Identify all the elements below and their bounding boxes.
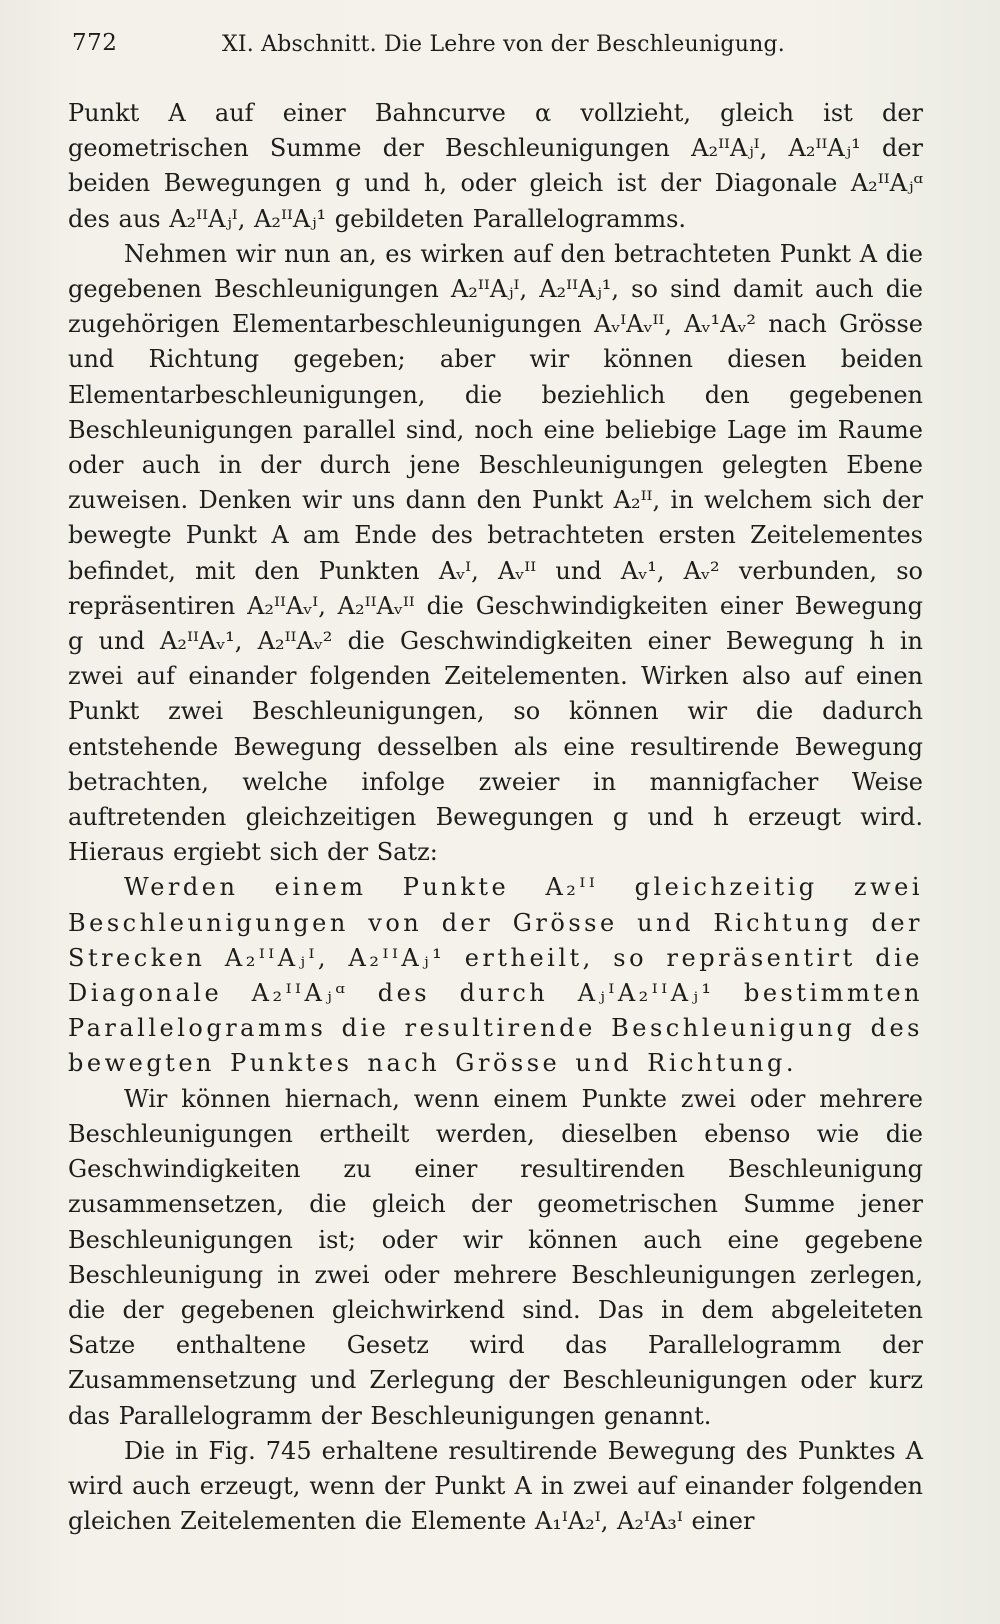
paragraph-4: Wir können hiernach, wenn einem Punkte zwei oder mehrere Beschleunigungen ertheilt werden, dieselben ebenso wie die Geschwindigkeiten zu einer resultirenden Beschleunigung zusammensetzen, die gleich der geometrischen Summe jener Beschleunigungen ist; oder wir können auch eine gegebene Beschleunigung in zwei oder mehrere Beschleunigungen zerlegen, die der gegebenen gleichwirkend sind. Das in dem abgeleiteten Satze enthaltene Gesetz wird das Parallelogramm der Zusammensetzung und Zerlegung der Beschleunigungen oder kurz das Parallelogramm der Beschleunigungen genannt. [68,1084,923,1430]
theorem-paragraph: Werden einem Punkte A₂ᴵᴵ gleichzeitig zwei Beschleunigungen von der Grösse und Richtung der Strecken A₂ᴵᴵAⱼᴵ, A₂ᴵᴵAⱼ¹ ertheilt, so repräsentirt die Diagonale A₂ᴵᴵAⱼᵅ des durch AⱼᴵA₂ᴵᴵAⱼ¹ bestimmten Parallelogramms die resultirende Beschleunigung des bewegten Punktes nach Grösse und Richtung. [68,873,923,1078]
paragraph-1: Punkt A auf einer Bahncurve α vollzieht, gleich ist der geometrischen Summe der Beschleunigungen A₂ᴵᴵAⱼᴵ, A₂ᴵᴵAⱼ¹ der beiden Bewegungen g und h, oder gleich ist der Diagonale A₂ᴵᴵAⱼᵅ des aus A₂ᴵᴵAⱼᴵ, A₂ᴵᴵAⱼ¹ gebildeten Parallelogramms. [68,99,923,233]
paragraph-5: Die in Fig. 745 erhaltene resultirende Bewegung des Punktes A wird auch erzeugt, wenn der Punkt A in zwei auf einander folgenden gleichen Zeitelementen die Elemente A₁ᴵA₂ᴵ, A₂ᴵA₃ᴵ einer [68,1436,923,1536]
paragraph-2: Nehmen wir nun an, es wirken auf den betrachteten Punkt A die gegebenen Beschleunigungen A₂ᴵᴵAⱼᴵ, A₂ᴵᴵAⱼ¹, so sind damit auch die zugehörigen Elementarbeschleunigungen AᵥᴵAᵥᴵᴵ, Aᵥ¹Aᵥ² nach Grösse und Richtung gegeben; aber wir können diesen beiden Elementarbeschleunigungen, die beziehlich den gegebenen Beschleunigungen parallel sind, noch eine beliebige Lage im Raume oder auch in der durch jene Beschleunigungen gelegten Ebene zuweisen. Denken wir uns dann den Punkt A₂ᴵᴵ, in welchem sich der bewegte Punkt A am Ende des betrachteten ersten Zeitelementes befindet, mit den Punkten Aᵥᴵ, Aᵥᴵᴵ und Aᵥ¹, Aᵥ² verbunden, so repräsentiren A₂ᴵᴵAᵥᴵ, A₂ᴵᴵAᵥᴵᴵ die Geschwindigkeiten einer Bewegung g und A₂ᴵᴵAᵥ¹, A₂ᴵᴵAᵥ² die Geschwindigkeiten einer Bewegung h in zwei auf einander folgenden Zeitelementen. Wirken also auf einen Punkt zwei Beschleunigungen, so können wir die dadurch entstehende Bewegung desselben als eine resultirende Bewegung betrachten, welche infolge zweier in mannigfacher Weise auftretenden gleichzeitigen Bewegungen g und h erzeugt wird. Hieraus ergiebt sich der Satz: [68,239,923,867]
body-text [68,96,923,1539]
running-head: XI. Abschnitt. Die Lehre von der Beschleunigung. [222,32,785,57]
page-number: 772 [72,30,118,56]
